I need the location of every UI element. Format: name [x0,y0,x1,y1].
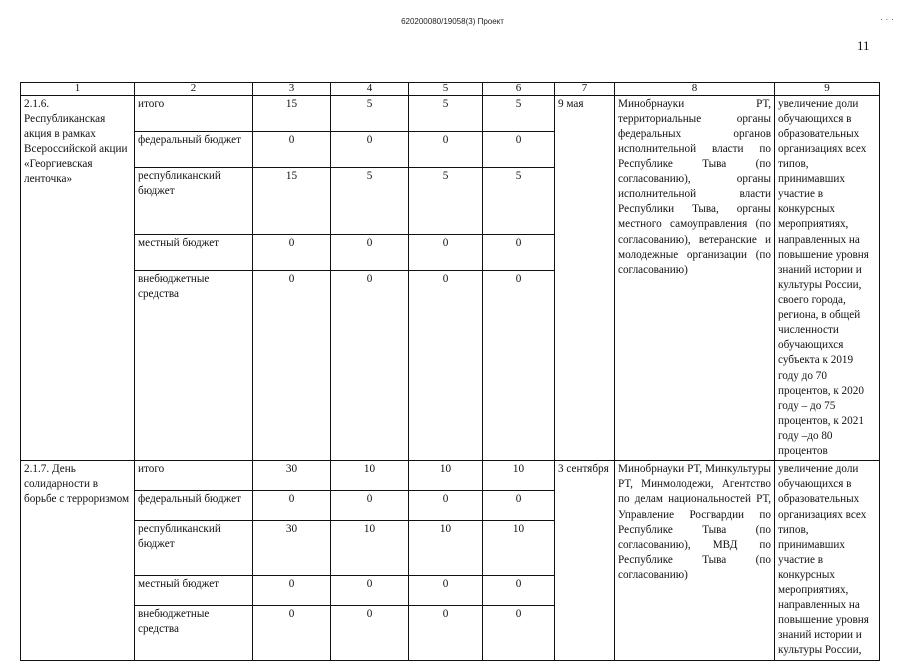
value-cell: 0 [253,271,331,461]
column-number: 5 [409,83,483,96]
value-cell: 15 [253,95,331,131]
value-cell: 0 [409,271,483,461]
funding-source: республиканский бюджет [135,520,253,575]
value-cell: 10 [331,461,409,491]
value-cell: 0 [483,131,555,167]
responsible-agencies-cell: Минобрнауки РТ, территориальные органы федеральных органов исполнительной власти по Республике Тыва (по согласованию), органы исполнительной власти Республики Тыва, органы местного самоуправления (по согласованию), ветеранские и молодежные организации (по согласованию) [615,95,775,461]
value-cell: 0 [253,491,331,521]
column-number: 8 [615,83,775,96]
funding-source: внебюджетные средства [135,605,253,660]
value-cell: 5 [331,168,409,235]
value-cell: 0 [409,575,483,605]
deadline-cell: 9 мая [555,95,615,461]
expected-result-cell: увеличение доли обучающихся в образовательных организациях всех типов, принимавших участие в конкурсных мероприятиях, направленных на повышение уровня знаний истории и культуры России, своего города, региона, в общей численности обучающихся субъекта к 2019 году до 70 процентов, к 2020 году – до 75 процентов, к 2021 году –до 80 процентов [775,95,880,461]
value-cell: 5 [409,168,483,235]
responsible-agencies-cell: Минобрнауки РТ, Минкультуры РТ, Минмолодежи, Агентство по делам национальностей РТ, Управление Росгвардии по Республике Тыва (по согласованию), МВД по Республике Тыва (по согласованию) [615,461,775,660]
column-number: 9 [775,83,880,96]
value-cell: 0 [409,605,483,660]
funding-source: федеральный бюджет [135,131,253,167]
value-cell: 10 [409,520,483,575]
value-cell: 5 [483,168,555,235]
value-cell: 10 [409,461,483,491]
value-cell: 0 [483,491,555,521]
value-cell: 0 [409,491,483,521]
value-cell: 30 [253,520,331,575]
column-number: 2 [135,83,253,96]
value-cell: 0 [331,271,409,461]
value-cell: 15 [253,168,331,235]
measure-name-cell: 2.1.7. День солидарности в борьбе с терроризмом [21,461,135,660]
document-code: 620200080/19058(3) Проект [401,17,504,26]
column-number: 4 [331,83,409,96]
table-row [21,95,880,131]
value-cell: 0 [253,605,331,660]
funding-source: республиканский бюджет [135,168,253,235]
value-cell: 0 [253,131,331,167]
funding-source: итого [135,95,253,131]
value-cell: 10 [483,520,555,575]
value-cell: 10 [483,461,555,491]
deadline-cell: 3 сентября [555,461,615,660]
value-cell: 0 [253,234,331,270]
value-cell: 5 [409,95,483,131]
value-cell: 10 [331,520,409,575]
value-cell: 0 [331,605,409,660]
program-table [20,82,880,661]
corner-mark: · · · [880,14,894,24]
column-number: 7 [555,83,615,96]
funding-source: местный бюджет [135,234,253,270]
expected-result-cell: увеличение доли обучающихся в образовательных организациях всех типов, принимавших участие в конкурсных мероприятиях, направленных на повышение уровня знаний истории и культуры России, [775,461,880,660]
value-cell: 0 [253,575,331,605]
funding-source: федеральный бюджет [135,491,253,521]
value-cell: 5 [483,95,555,131]
column-number: 3 [253,83,331,96]
page-number: 11 [857,38,870,53]
table-row [21,461,880,491]
value-cell: 0 [483,605,555,660]
value-cell: 0 [483,234,555,270]
value-cell: 0 [331,575,409,605]
funding-source: местный бюджет [135,575,253,605]
value-cell: 0 [331,131,409,167]
value-cell: 0 [409,234,483,270]
value-cell: 5 [331,95,409,131]
value-cell: 0 [331,234,409,270]
value-cell: 0 [409,131,483,167]
value-cell: 0 [483,575,555,605]
value-cell: 0 [331,491,409,521]
column-number: 1 [21,83,135,96]
column-number: 6 [483,83,555,96]
measure-name-cell: 2.1.6. Республиканская акция в рамках Всероссийской акции «Георгиевская ленточка» [21,95,135,461]
value-cell: 0 [483,271,555,461]
funding-source: итого [135,461,253,491]
value-cell: 30 [253,461,331,491]
funding-source: внебюджетные средства [135,271,253,461]
column-number-row [21,83,880,96]
